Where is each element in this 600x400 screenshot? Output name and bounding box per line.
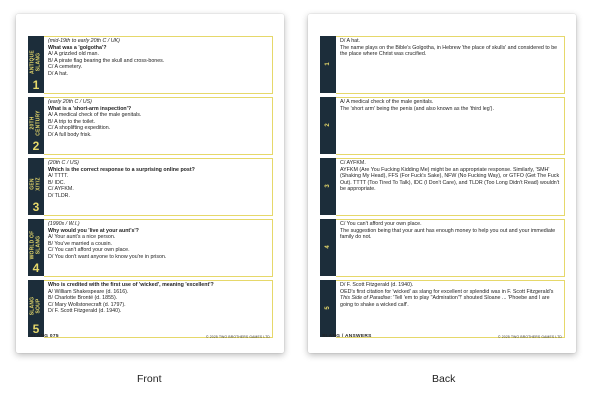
category-bar [28, 280, 44, 337]
category-label: GEN X/Y/Z [29, 177, 41, 191]
option-c: C/ A cemetery. [48, 64, 83, 71]
category-label: WORLD OF SLANG [29, 230, 41, 260]
answer-number: 3 [325, 184, 331, 188]
answer-text [340, 38, 562, 58]
category-label: ANTIQUE SLANG [29, 50, 41, 74]
question-text [48, 282, 270, 315]
category-bar [28, 97, 44, 154]
answer-bar [320, 97, 336, 154]
back-caption: Back [432, 373, 456, 385]
option-a: A/ A medical check of the male genitals. [48, 112, 142, 119]
card-code: SLANG 075 [30, 334, 59, 339]
question-era: (20th C / US) [48, 160, 79, 166]
option-c: C/ You can't afford your own place. [48, 247, 130, 254]
answer-explanation: OED's first citation for 'wicked' as slang for excellent or splendid was in F. Scott Fitzgerald's This Side of Paradise: 'Tell 'em to play "Admiration"!' shouted Sloane ... 'Phoebe and I are going to shake a wicked calf'. [340, 288, 554, 308]
answer-bar [320, 36, 336, 93]
answer-block-3 [320, 158, 565, 215]
question-text [48, 38, 270, 78]
question-block-4 [28, 219, 273, 276]
question-block-3 [28, 158, 273, 215]
category-label: SLANG SOUP [29, 296, 41, 316]
option-d: D/ A hat. [48, 70, 69, 77]
answer-line: D/ A hat. [340, 38, 361, 44]
answer-number: 4 [325, 245, 331, 249]
question-title: What is a 'short-arm inspection'? [48, 105, 132, 112]
option-a: A/ Your aunt's a nice person. [48, 234, 116, 241]
answer-bar [320, 280, 336, 337]
answer-block-4 [320, 219, 565, 276]
front-caption: Front [137, 373, 162, 385]
answer-explanation: AYFKM (Are You Fucking Kidding Me) might be an appropriate response. Similarly, 'SMH' (Shaking My Head), FFS (For Fuck's Sake), NFW (No Fucking Way), or GTFO (Get The Fuck Out). TTTT (Too Tired To Talk), IDC (I Don't Care), and TLDR (Too Long Didn't Read) wouldn't be appropriate. [340, 166, 560, 193]
question-block-5 [28, 280, 273, 337]
question-text [48, 99, 270, 139]
category-bar [28, 36, 44, 93]
category-label: 20TH CENTURY [29, 110, 41, 136]
answer-text [340, 282, 562, 308]
category-bar [28, 219, 44, 276]
question-text [48, 160, 270, 200]
answer-explanation: The name plays on the Bible's Golgotha, in Hebrew 'the place of skulls' and considered to be the place where Christ was crucified. [340, 44, 558, 58]
option-b: B/ A pirate flag bearing the skull and cross-bones. [48, 57, 165, 64]
option-c: C/ Mary Wollstonecraft (d. 1797). [48, 301, 126, 308]
copyright: © 2025 TWO BROTHERS GAMES LTD [498, 335, 562, 339]
answer-number: 2 [325, 123, 331, 127]
question-title: Which is the correct response to a surprising online post? [48, 166, 195, 173]
option-b: B/ A trip to the toilet. [48, 118, 96, 125]
answer-block-5 [320, 280, 565, 337]
option-b: B/ Charlotte Brontë (d. 1855). [48, 295, 118, 302]
answer-text [340, 221, 562, 241]
question-title: What was a 'golgotha'? [48, 44, 107, 51]
answer-block-2 [320, 97, 565, 154]
option-d: D/ A full body frisk. [48, 131, 92, 138]
question-number: 4 [32, 261, 40, 275]
option-a: A/ William Shakespeare (d. 1616). [48, 288, 129, 295]
question-number: 5 [32, 322, 40, 336]
option-d: D/ TLDR. [48, 192, 70, 199]
option-d: D/ You don't want anyone to know you're in prison. [48, 253, 167, 260]
book-title: This Side of Paradise [340, 295, 391, 302]
option-b: B/ You've married a cousin. [48, 240, 113, 247]
option-a: A/ A grizzled old man. [48, 51, 99, 58]
question-title: Who is credited with the first use of 'wicked', meaning 'excellent'? [48, 282, 214, 288]
option-c: C/ A shoplifting expedition. [48, 125, 111, 132]
question-era: (early 20th C / US) [48, 99, 92, 105]
question-era: (1990s / W.I.) [48, 221, 80, 227]
option-c: C/ AYFKM. [48, 186, 74, 193]
answer-block-1 [320, 36, 565, 93]
answer-bar [320, 219, 336, 276]
answer-bar [320, 158, 336, 215]
question-number: 1 [32, 78, 40, 92]
question-number: 2 [32, 139, 40, 153]
question-era: (mid-19th to early 20th C / UK) [48, 38, 120, 44]
category-bar [28, 158, 44, 215]
back-card [308, 14, 576, 353]
answer-text [340, 99, 562, 112]
question-text [48, 221, 270, 261]
answer-line: C/ You can't afford your own place. [340, 221, 422, 227]
answer-number: 1 [325, 62, 331, 66]
answer-explanation: The suggestion being that your aunt has enough money to help you out and your immediate family do not. [340, 227, 556, 241]
answer-number: 5 [325, 306, 331, 310]
option-d: D/ F. Scott Fitzgerald (d. 1940). [48, 308, 122, 315]
question-title: Why would you 'live at your aunt's'? [48, 227, 139, 234]
card-code: SLANG / ANSWERS [322, 334, 372, 339]
option-b: B/ IDC. [48, 179, 66, 186]
answer-line: C/ AYFKM. [340, 160, 366, 166]
option-a: A/ TTTT. [48, 173, 69, 180]
answer-line: A/ A medical check of the male genitals. [340, 99, 434, 105]
answer-explanation: The 'short arm' being the penis (and also known as the 'third leg'). [340, 105, 494, 112]
answer-text [340, 160, 562, 193]
question-number: 3 [32, 200, 40, 214]
answer-line: D/ F. Scott Fitzgerald (d. 1940). [340, 282, 414, 288]
copyright: © 2025 TWO BROTHERS GAMES LTD [206, 335, 270, 339]
question-block-1 [28, 36, 273, 93]
front-card [16, 14, 284, 353]
question-block-2 [28, 97, 273, 154]
